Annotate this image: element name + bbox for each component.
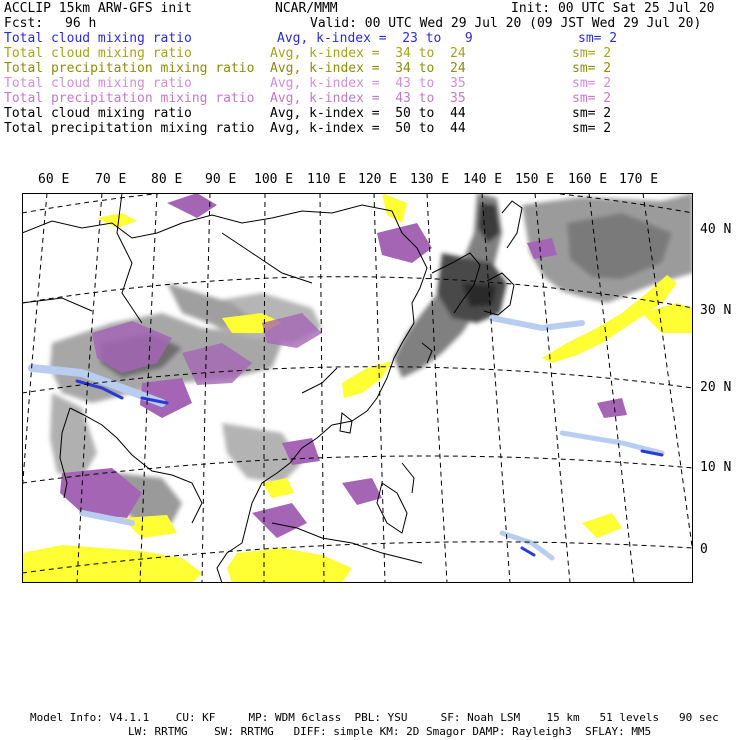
legend-field-6: Total precipitation mixing ratio xyxy=(4,121,255,136)
lon-label: 120 E xyxy=(358,172,398,187)
legend-sm-2: sm= 2 xyxy=(572,61,612,76)
fcst-value: 96 h xyxy=(65,16,97,31)
lat-label: 30 N xyxy=(700,303,732,318)
lon-label: 80 E xyxy=(151,172,183,187)
legend-sm-1: sm= 2 xyxy=(572,46,612,61)
legend-avg-3: Avg, k-index = 43 to 35 xyxy=(270,76,466,91)
lon-label: 60 E xyxy=(38,172,70,187)
legend-field-0: Total cloud mixing ratio xyxy=(4,31,192,46)
lon-label: 90 E xyxy=(205,172,237,187)
lon-label: 140 E xyxy=(463,172,503,187)
lon-label: 130 E xyxy=(410,172,450,187)
lon-label: 110 E xyxy=(307,172,347,187)
legend-field-2: Total precipitation mixing ratio xyxy=(4,61,255,76)
legend-avg-6: Avg, k-index = 50 to 44 xyxy=(270,121,466,136)
init-time: Init: 00 UTC Sat 25 Jul 20 xyxy=(511,1,715,16)
legend-sm-4: sm= 2 xyxy=(572,91,612,106)
legend-avg-0: Avg, k-index = 23 to 9 xyxy=(277,31,473,46)
lat-label: 40 N xyxy=(700,222,732,237)
lon-label: 160 E xyxy=(568,172,608,187)
lon-label: 100 E xyxy=(254,172,294,187)
model-info-line2: LW: RRTMG SW: RRTMG DIFF: simple KM: 2D Smagor DAMP: Rayleigh3 SFLAY: MM5 xyxy=(128,725,652,738)
fcst-label: Fcst: xyxy=(4,16,44,31)
lat-label: 0 xyxy=(700,542,708,557)
legend-sm-0: sm= 2 xyxy=(578,31,618,46)
lat-label: 20 N xyxy=(700,380,732,395)
legend-sm-6: sm= 2 xyxy=(572,121,612,136)
center-label: NCAR/MMM xyxy=(275,1,338,16)
legend-avg-1: Avg, k-index = 34 to 24 xyxy=(270,46,466,61)
legend-field-1: Total cloud mixing ratio xyxy=(4,46,192,61)
valid-time: Valid: 00 UTC Wed 29 Jul 20 (09 JST Wed 29 Jul 20) xyxy=(310,16,702,31)
forecast-map xyxy=(22,193,693,583)
model-title: ACCLIP 15km ARW-GFS init xyxy=(4,1,192,16)
legend-avg-2: Avg, k-index = 34 to 24 xyxy=(270,61,466,76)
lon-label: 170 E xyxy=(619,172,659,187)
legend-field-4: Total precipitation mixing ratio xyxy=(4,91,255,106)
legend-field-5: Total cloud mixing ratio xyxy=(4,106,192,121)
lon-label: 70 E xyxy=(95,172,127,187)
model-info-line1: Model Info: V4.1.1 CU: KF MP: WDM 6class PBL: YSU SF: Noah LSM 15 km 51 levels 90 sec xyxy=(30,711,719,724)
legend-field-3: Total cloud mixing ratio xyxy=(4,76,192,91)
lat-label: 10 N xyxy=(700,460,732,475)
legend-avg-5: Avg, k-index = 50 to 44 xyxy=(270,106,466,121)
legend-avg-4: Avg, k-index = 43 to 35 xyxy=(270,91,466,106)
legend-sm-5: sm= 2 xyxy=(572,106,612,121)
legend-sm-3: sm= 2 xyxy=(572,76,612,91)
lon-label: 150 E xyxy=(515,172,555,187)
